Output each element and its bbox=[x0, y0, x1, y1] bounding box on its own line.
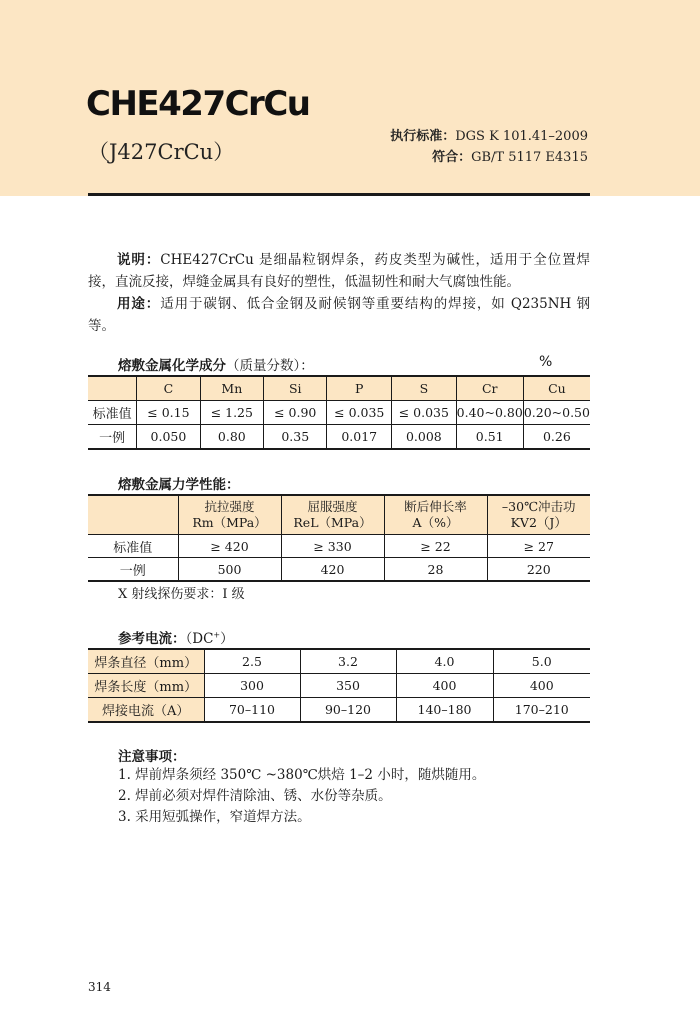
conform-value: GB/T 5117 E4315 bbox=[471, 150, 588, 165]
table-cell: 3.2 bbox=[300, 649, 396, 674]
table-corner-cell bbox=[88, 376, 137, 401]
column-header bbox=[281, 495, 384, 535]
chemistry-title-text: 熔敷金属化学成分 bbox=[118, 358, 226, 374]
table-cell: 400 bbox=[493, 674, 590, 698]
table-cell: 0.20~0.50 bbox=[523, 401, 590, 425]
row-header: 焊接电流（A） bbox=[88, 698, 204, 723]
table-cell: ≤ 0.15 bbox=[137, 401, 200, 425]
table-cell: 0.51 bbox=[456, 425, 523, 450]
table-cell: ≥ 27 bbox=[487, 535, 590, 558]
row-header: 一例 bbox=[88, 425, 137, 450]
column-header: Mn bbox=[200, 376, 263, 401]
table-cell: 0.050 bbox=[137, 425, 200, 450]
table-cell: 90–120 bbox=[300, 698, 396, 723]
standard-line bbox=[390, 125, 588, 144]
chemistry-title-note: （质量分数）： bbox=[226, 358, 314, 374]
xray-requirement: X 射线探伤要求：I 级 bbox=[118, 587, 245, 602]
column-header: Si bbox=[264, 376, 327, 401]
table-row bbox=[88, 401, 590, 425]
table-cell: 400 bbox=[396, 674, 493, 698]
notes-list bbox=[118, 765, 485, 828]
table-cell: 420 bbox=[281, 558, 384, 582]
notes-title: 注意事项： bbox=[118, 749, 186, 765]
list-item: 3. 采用短弧操作，窄道焊方法。 bbox=[118, 809, 311, 825]
table-cell: 0.017 bbox=[327, 425, 392, 450]
table-cell: 0.40~0.80 bbox=[456, 401, 523, 425]
mechanical-table bbox=[88, 494, 590, 582]
list-item: 2. 焊前必须对焊件清除油、锈、水份等杂质。 bbox=[118, 788, 392, 804]
standard-value: DGS K 101.41–2009 bbox=[455, 129, 588, 144]
table-cell: 0.35 bbox=[264, 425, 327, 450]
column-header-line1: 断后伸长率 bbox=[404, 499, 467, 514]
column-header-line1: 屈服强度 bbox=[307, 499, 358, 514]
dc-text: （DC bbox=[185, 631, 214, 647]
table-cell: ≤ 1.25 bbox=[200, 401, 263, 425]
row-header: 一例 bbox=[88, 558, 178, 582]
table-cell: 2.5 bbox=[204, 649, 300, 674]
dc-polarity: + bbox=[213, 630, 221, 640]
table-cell: ≤ 0.90 bbox=[264, 401, 327, 425]
usage-paragraph bbox=[88, 293, 590, 337]
column-header bbox=[384, 495, 487, 535]
table-cell: ≥ 420 bbox=[178, 535, 281, 558]
table-cell: 350 bbox=[300, 674, 396, 698]
description-paragraph bbox=[88, 249, 590, 293]
header-divider bbox=[88, 193, 590, 196]
conform-label: 符合： bbox=[432, 150, 472, 165]
column-header: S bbox=[392, 376, 457, 401]
chemistry-table bbox=[88, 375, 590, 450]
description-label: 说明： bbox=[117, 252, 161, 268]
column-header-line2: A（%） bbox=[412, 515, 459, 530]
table-cell: 140–180 bbox=[396, 698, 493, 723]
table-row bbox=[88, 698, 590, 723]
table-row bbox=[88, 674, 590, 698]
table-row bbox=[88, 558, 590, 582]
table-header-row bbox=[88, 376, 590, 401]
column-header: P bbox=[327, 376, 392, 401]
usage-text: 适用于碳钢、低合金钢及耐候钢等重要结构的焊接，如 Q235NH 钢等。 bbox=[88, 296, 591, 334]
table-cell: ≥ 22 bbox=[384, 535, 487, 558]
table-row bbox=[88, 425, 590, 450]
column-header-line2: ReL（MPa） bbox=[293, 515, 372, 530]
usage-label: 用途： bbox=[117, 296, 161, 312]
column-header bbox=[178, 495, 281, 535]
table-cell: ≤ 0.035 bbox=[392, 401, 457, 425]
current-dc-note bbox=[186, 631, 234, 647]
table-cell: 5.0 bbox=[493, 649, 590, 674]
row-header: 焊条长度（mm） bbox=[88, 674, 204, 698]
standard-label: 执行标准： bbox=[390, 129, 456, 144]
table-row bbox=[88, 649, 590, 674]
dc-close: ） bbox=[220, 631, 234, 647]
chemistry-title bbox=[118, 354, 314, 374]
column-header: C bbox=[137, 376, 200, 401]
column-header: Cr bbox=[456, 376, 523, 401]
row-header: 标准值 bbox=[88, 401, 137, 425]
column-header-line1: –30℃冲击功 bbox=[501, 499, 576, 514]
description-text: CHE427CrCu 是细晶粒钢焊条，药皮类型为碱性，适用于全位置焊接，直流反接，焊缝金属具有良好的塑性，低温韧性和耐大气腐蚀性能。 bbox=[88, 252, 591, 290]
table-cell: ≤ 0.035 bbox=[327, 401, 392, 425]
table-cell: 500 bbox=[178, 558, 281, 582]
row-header: 焊条直径（mm） bbox=[88, 649, 204, 674]
column-header bbox=[487, 495, 590, 535]
current-table bbox=[88, 648, 590, 723]
table-header-row bbox=[88, 495, 590, 535]
row-header: 标准值 bbox=[88, 535, 178, 558]
table-cell: 170–210 bbox=[493, 698, 590, 723]
mechanical-title: 熔敷金属力学性能： bbox=[118, 477, 240, 493]
table-cell: 0.80 bbox=[200, 425, 263, 450]
table-cell: 28 bbox=[384, 558, 487, 582]
table-cell: 0.008 bbox=[392, 425, 457, 450]
product-subtitle: （J427CrCu） bbox=[88, 140, 235, 164]
table-row bbox=[88, 535, 590, 558]
table-cell: ≥ 330 bbox=[281, 535, 384, 558]
column-header: Cu bbox=[523, 376, 590, 401]
column-header-line1: 抗拉强度 bbox=[204, 499, 255, 514]
table-cell: 4.0 bbox=[396, 649, 493, 674]
column-header-line2: KV2（J） bbox=[510, 515, 567, 530]
table-cell: 70–110 bbox=[204, 698, 300, 723]
chemistry-unit: % bbox=[539, 354, 553, 370]
page-number: 314 bbox=[88, 980, 111, 994]
current-title-text: 参考电流： bbox=[118, 631, 186, 647]
current-title bbox=[118, 627, 234, 647]
conform-line bbox=[432, 146, 588, 165]
table-corner-cell bbox=[88, 495, 178, 535]
table-cell: 300 bbox=[204, 674, 300, 698]
column-header-line2: Rm（MPa） bbox=[192, 515, 267, 530]
product-title: CHE427CrCu bbox=[86, 84, 310, 124]
table-cell: 220 bbox=[487, 558, 590, 582]
table-cell: 0.26 bbox=[523, 425, 590, 450]
list-item: 1. 焊前焊条须经 350℃ ~380℃烘焙 1–2 小时，随烘随用。 bbox=[118, 767, 486, 783]
